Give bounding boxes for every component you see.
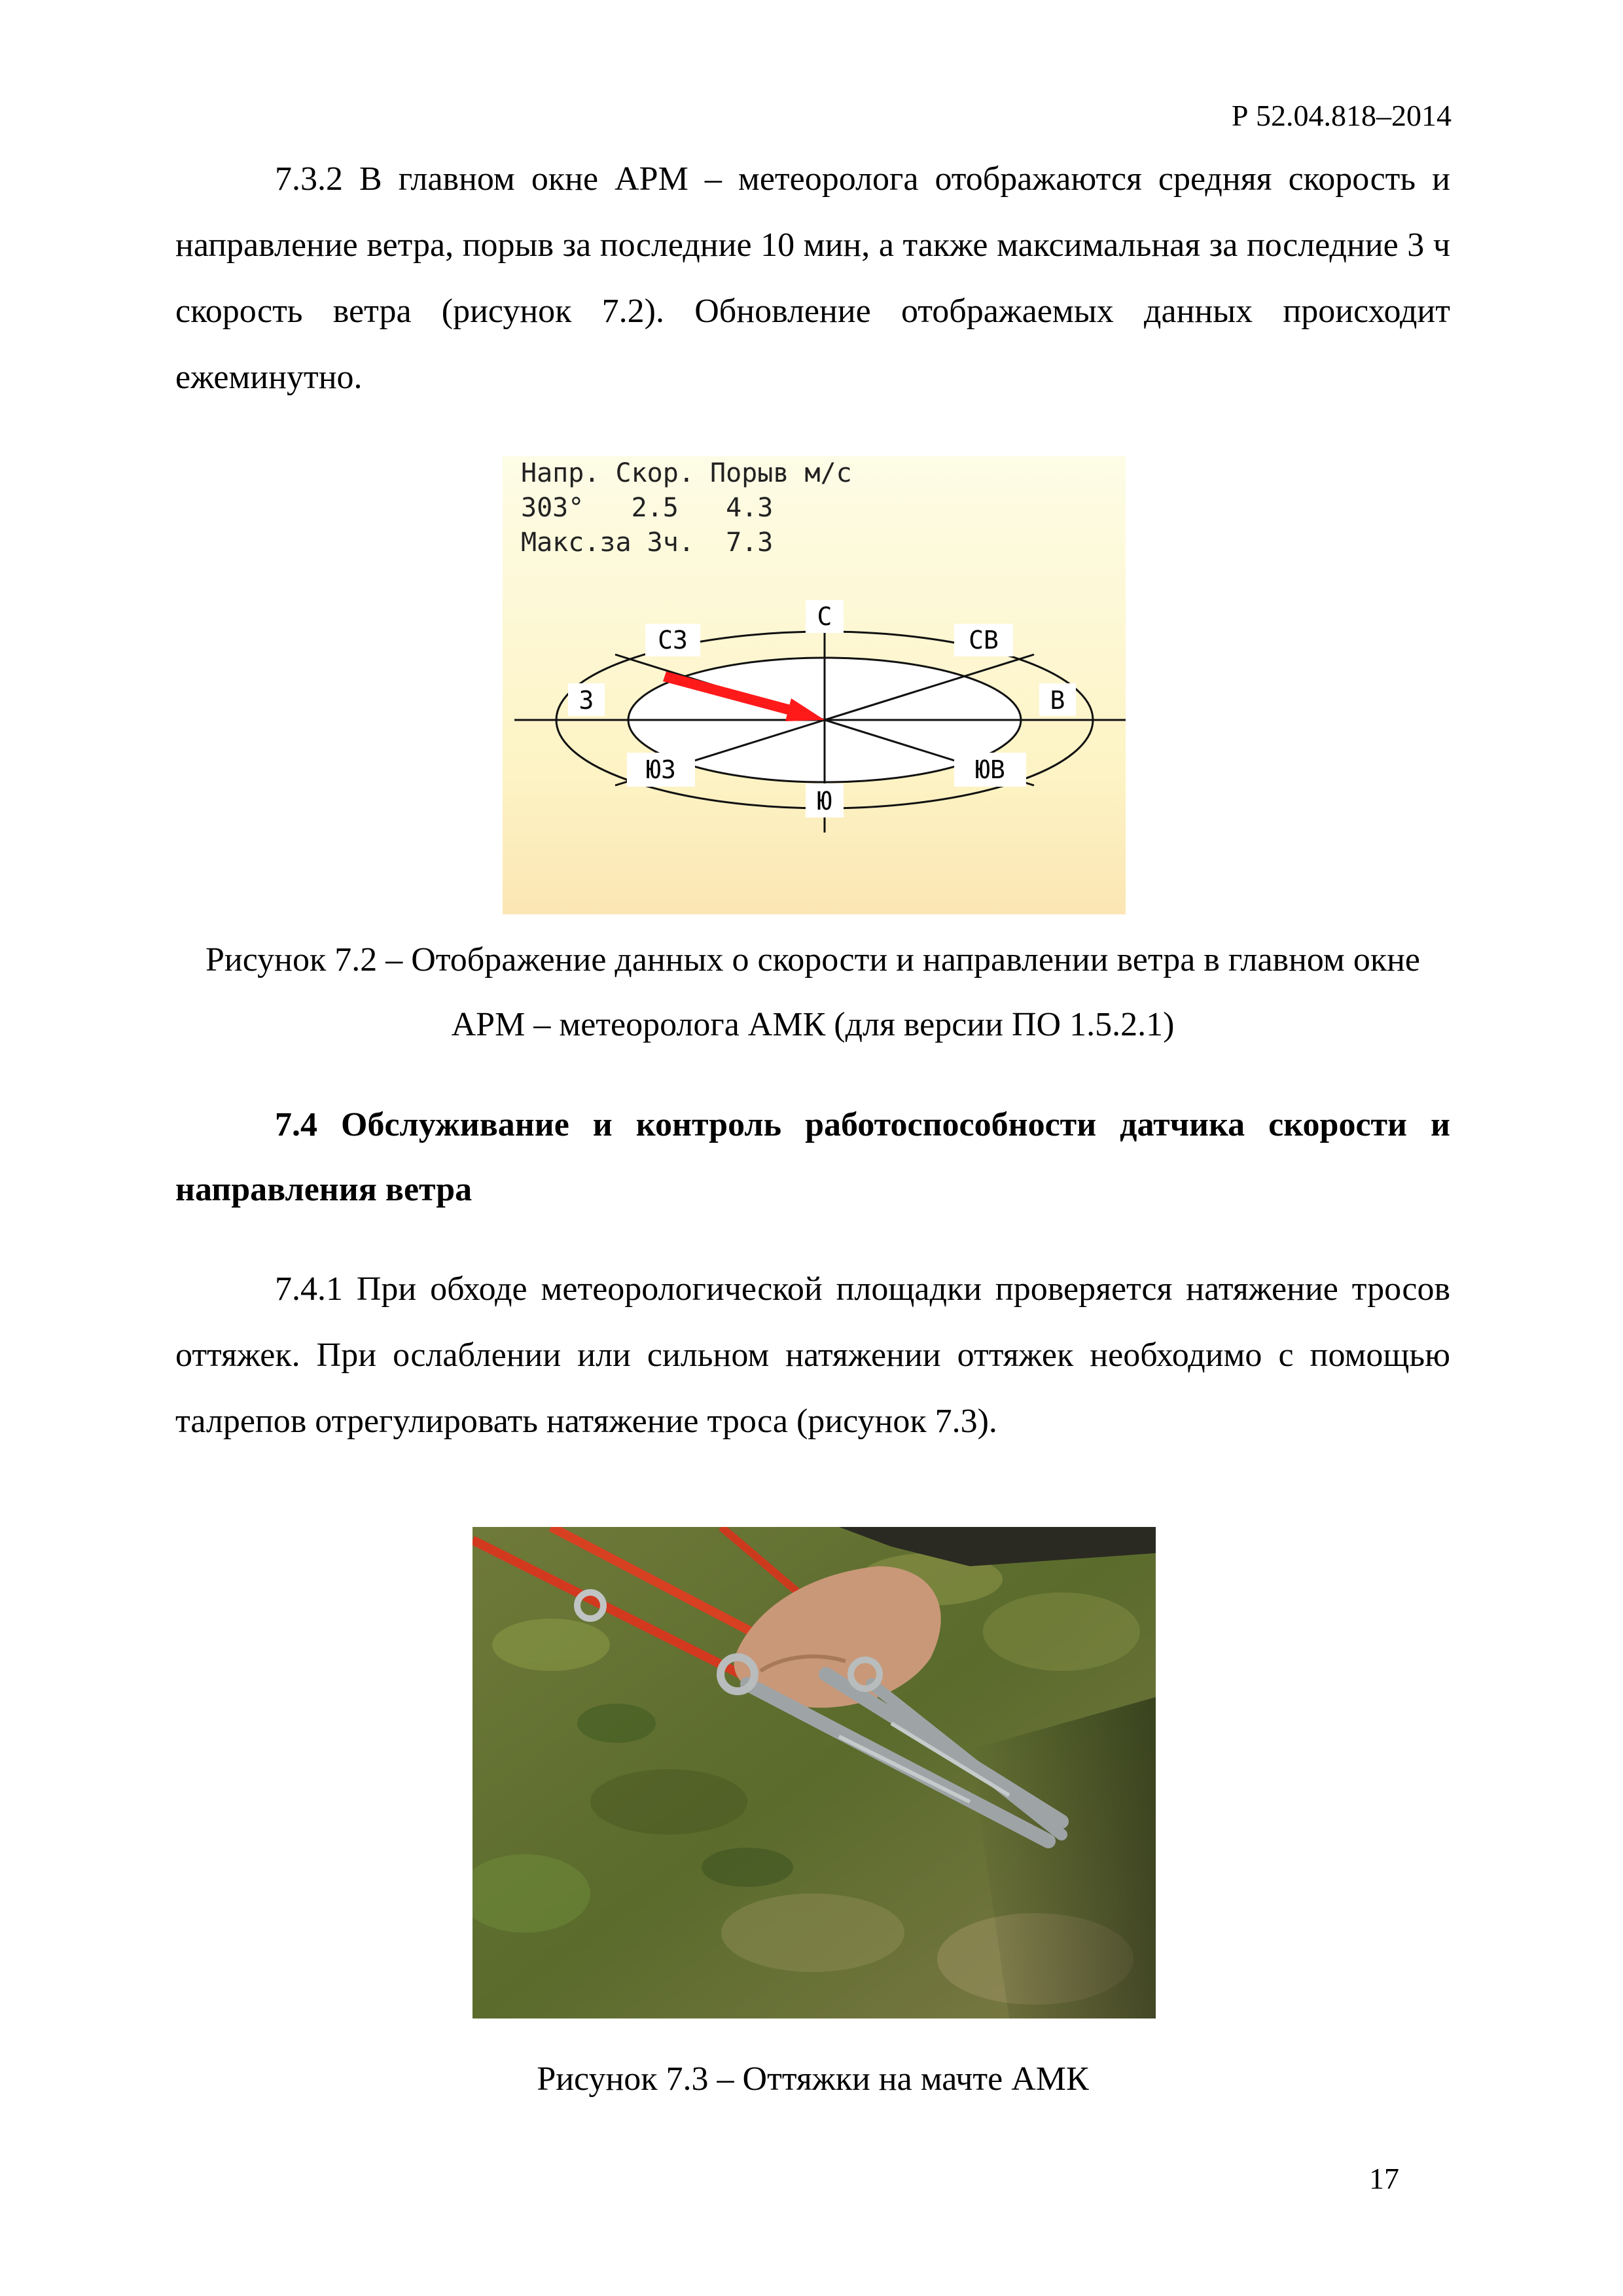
wind-rose-diagram — [503, 456, 1126, 914]
label-sw: ЮЗ — [646, 755, 676, 784]
paragraph-7-3-2 — [175, 146, 1450, 410]
paragraph-7-4-1-text: 7.4.1 При обходе метеорологической площадки проверяется натяжение тросов оттяжек. При ослаблении или сильном натяжении оттяжек необходимо с помощью талрепов отрегулировать натяжение троса (рисунок 7.3). — [175, 1270, 1450, 1440]
figure-7-2-caption: Рисунок 7.2 – Отображение данных о скорости и направлении ветра в главном окне АРМ – метеоролога АМК (для версии ПО 1.5.2.1) — [205, 941, 1421, 1043]
label-e: В — [1050, 686, 1065, 715]
page-number: 17 — [1369, 2162, 1399, 2195]
section-7-4-heading-text: 7.4 Обслуживание и контроль работоспособности датчика скорости и направления ветра — [175, 1106, 1450, 1208]
readout-header: Напр. Скор. Порыв м/с — [521, 458, 852, 488]
figure-7-3-caption: Рисунок 7.3 – Оттяжки на мачте АМК — [537, 2060, 1089, 2098]
label-n: С — [817, 602, 832, 631]
paragraph-7-3-2-text: 7.3.2 В главном окне АРМ – метеоролога отображаются средняя скорость и направление ветра, порыв за последние 10 мин, а также максимальная за последние 3 ч скорость ветра (рисунок 7.2). Обновление отображаемых данных происходит ежеминутно. — [175, 160, 1450, 396]
paragraph-7-4-1 — [175, 1256, 1450, 1454]
section-7-4-heading — [175, 1092, 1450, 1222]
document-code: Р 52.04.818–2014 — [1231, 99, 1452, 132]
figure-7-2-wind-display — [503, 456, 1126, 914]
turnbuckle-photo-illustration — [473, 1527, 1156, 2018]
readout-max: Макс.за 3ч. 7.3 — [521, 528, 774, 558]
label-w: З — [579, 686, 594, 715]
label-se: ЮВ — [975, 755, 1005, 784]
readout-values: 303° 2.5 4.3 — [521, 493, 774, 523]
label-ne: СВ — [969, 626, 999, 655]
label-nw: СЗ — [658, 626, 688, 655]
label-s: Ю — [817, 787, 832, 816]
figure-7-3-photo-turnbuckles — [473, 1527, 1156, 2018]
